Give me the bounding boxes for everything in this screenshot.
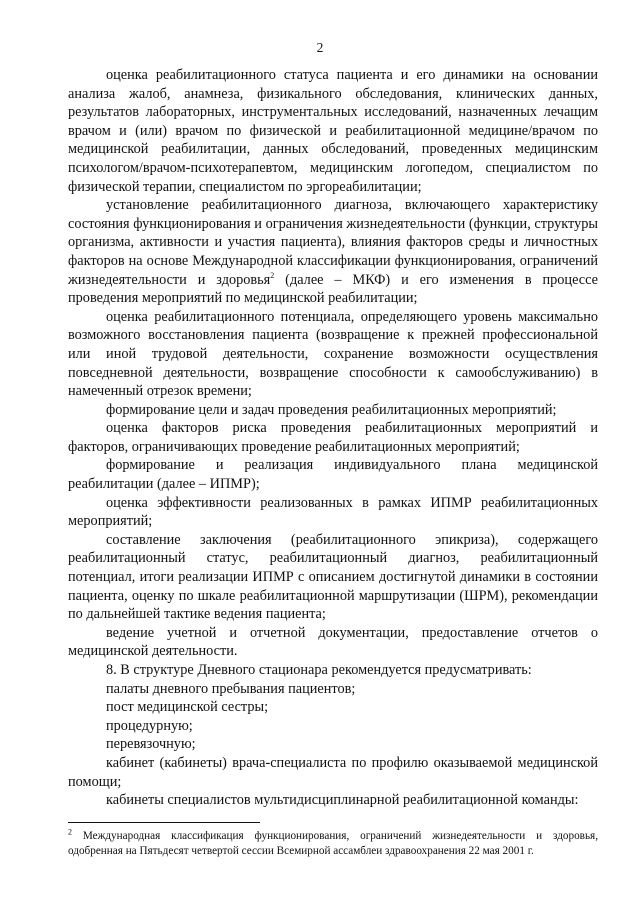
list-item: кабинет (кабинеты) врача-специалиста по профилю оказываемой медицинской помощи;	[68, 754, 598, 790]
list-item: пост медицинской сестры;	[106, 699, 269, 716]
paragraph-rehab-diagnosis	[68, 196, 598, 308]
paragraph-ipmr: формирование и реализация индивидуального плана медицинской реабилитации (далее – ИПМР);	[68, 457, 598, 493]
list-item: процедурную;	[106, 717, 193, 734]
paragraph-goals: формирование цели и задач проведения реабилитационных мероприятий;	[106, 401, 557, 418]
paragraph-documentation: ведение учетной и отчетной документации, предоставление отчетов о медицинской деятельности.	[68, 624, 598, 660]
footnote-marker: 2	[68, 827, 72, 837]
paragraph-section-8: 8. В структуре Дневного стационара рекомендуется предусматривать:	[106, 662, 532, 678]
footnote-divider	[68, 822, 260, 823]
list-item: кабинеты специалистов мультидисциплинарной реабилитационной команды:	[106, 792, 579, 809]
page-number: 2	[316, 40, 324, 55]
paragraph-effectiveness: оценка эффективности реализованных в рамках ИПМР реабилитационных мероприятий;	[68, 494, 598, 530]
footnote-ref: 2	[270, 270, 275, 280]
paragraph-rehab-status: оценка реабилитационного статуса пациента и его динамики на основании анализа жалоб, анамнеза, физикального обследования, клинических данных, результатов лабораторных, инструментальных исследований, назначенных лечащим врачом и (или) врачом по физической и реабилитационной медицине/врачом по медицинской реабилитации, данных обследований, проведенных медицинским психологом/врачом-психотерапевтом, медицинским логопедом, специалистом по физической терапии, специалистом по эргореабилитации;	[68, 67, 598, 195]
document-body	[68, 66, 598, 810]
footnote-text: Международная классификация функционирования, ограничений жизнедеятельности и здоровья, одобренная на Пятьдесят четвертой сессии Всемирной ассамблеи здравоохранения 22 мая 2001 г.	[68, 830, 598, 857]
paragraph-text: (далее – МКФ) и его изменения в процессе проведения мероприятий по медицинской реабилитации;	[68, 271, 598, 307]
paragraph-text: установление реабилитационного диагноза, включающего характеристику состояния функционирования и ограничения жизнедеятельности (функции, структуры организма, активности и участия пациента), влияния факторов среды и личностных факторов на основе Международной классификации функционирования, ограничений жизнедеятельности и здоровья	[68, 197, 598, 288]
paragraph-epicrisis: составление заключения (реабилитационного эпикриза), содержащего реабилитационный статус, реабилитационный диагноз, реабилитационный потенциал, итоги реализации ИПМР с описанием достигнутой динамики в состоянии пациента, оценку по шкале реабилитационной маршрутизации (ШРМ), рекомендации по дальнейшей тактике ведения пациента;	[68, 531, 598, 623]
list-item: палаты дневного пребывания пациентов;	[106, 680, 356, 697]
footnote	[68, 829, 598, 859]
list-item: перевязочную;	[106, 736, 196, 753]
paragraph-risk-factors: оценка факторов риска проведения реабилитационных мероприятий и факторов, ограничивающих проведение реабилитационных мероприятий;	[68, 420, 598, 455]
paragraph-rehab-potential: оценка реабилитационного потенциала, определяющего уровень максимально возможного восстановления пациента (возвращение к прежней профессиональной или иной трудовой деятельности, сохранение возможности осуществления повседневной деятельности, возвращение способности к самообслуживанию) в намеченный отрезок времени;	[68, 308, 598, 400]
